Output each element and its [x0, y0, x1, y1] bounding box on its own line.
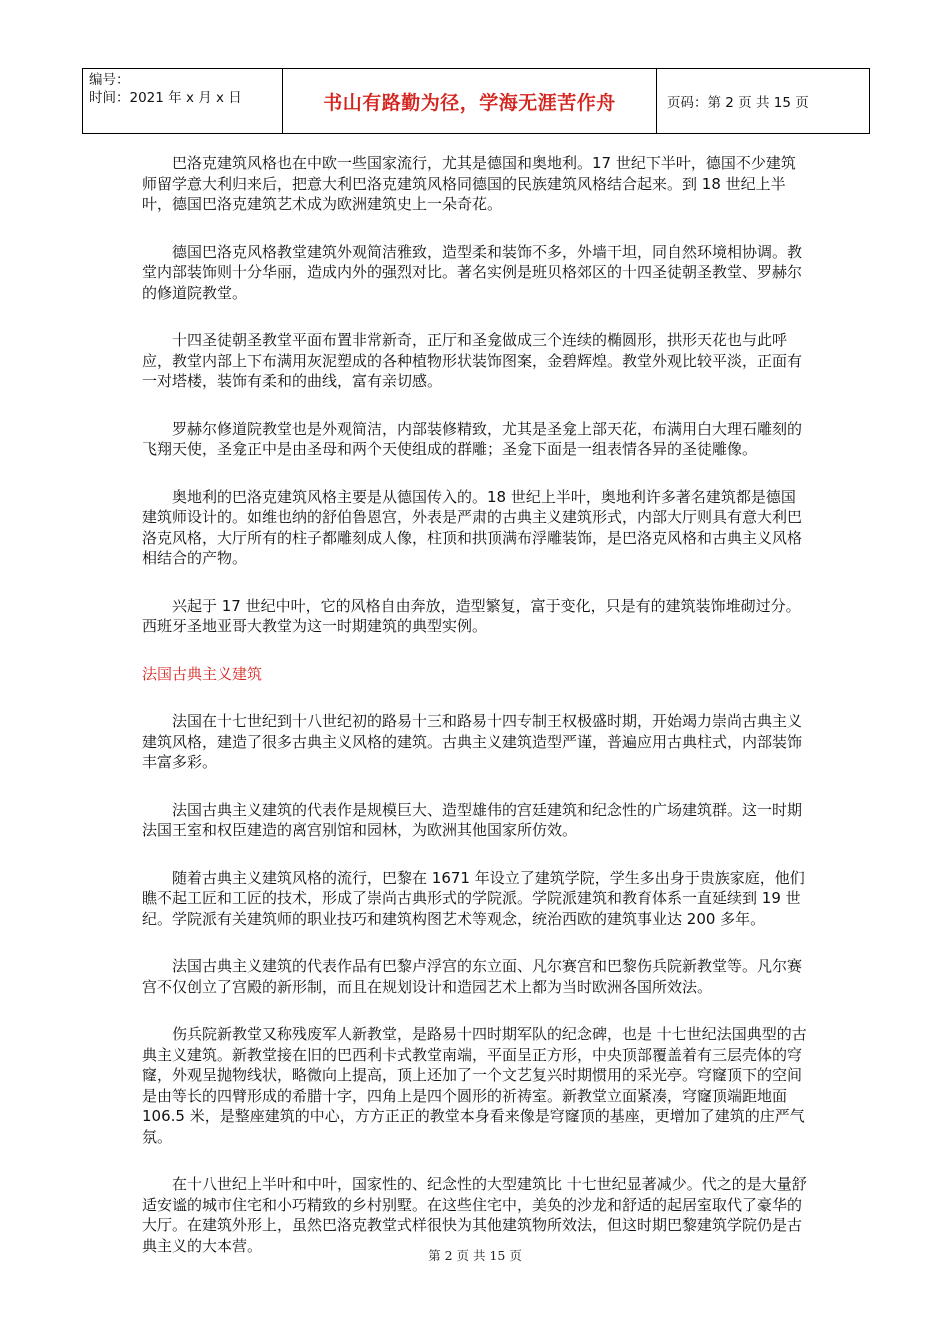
paragraph: 伤兵院新教堂又称残废军人新教堂，是路易十四时期军队的纪念碑，也是 十七世纪法国典型的古典主义建筑。新教堂接在旧的巴西利卡式教堂南端，平面呈正方形，中央顶部覆盖着有三层壳体的穹窿，外观呈抛物线状，略微向上提高，顶上还加了一个文艺复兴时期惯用的采光亭。穹窿顶下的空间是由等长的四臂形成的希腊十字，四角上是四个圆形的祈祷室。新教堂立面紧凑，穹窿顶端距地面 106.5 米，是整座建筑的中心，方方正正的教堂本身看来像是穹窿顶的基座，更增加了建筑的庄严气氛。	[142, 1025, 807, 1146]
paragraph: 德国巴洛克风格教堂建筑外观简洁雅致，造型柔和装饰不多，外墙干坦，同自然环境相协调。教堂内部装饰则十分华丽，造成内外的强烈对比。著名实例是班贝格郊区的十四圣徒朝圣教堂、罗赫尔的修道院教堂。	[142, 242, 803, 302]
page-footer	[0, 1246, 950, 1264]
paragraph: 随着古典主义建筑风格的流行，巴黎在 1671 年设立了建筑学院，学生多出身于贵族家庭，他们瞧不起工匠和工匠的技术，形成了崇尚古典形式的学院派。学院派建筑和教育体系一直延续到 19 世纪。学院派有关建筑师的职业技巧和建筑构图艺术等观念，统治西欧的建筑事业达 200 多年。	[142, 868, 805, 928]
paragraph: 法国古典主义建筑的代表作是规模巨大、造型雄伟的宫廷建筑和纪念性的广场建筑群。这一时期法国王室和权臣建造的离宫别馆和园林，为欧洲其他国家所仿效。	[142, 800, 803, 839]
time-label: 时间：2021 年 x 月 x 日	[89, 90, 242, 106]
paragraph: 兴起于 17 世纪中叶，它的风格自由奔放，造型繁复，富于变化，只是有的建筑装饰堆砌过分。西班牙圣地亚哥大教堂为这一时期建筑的典型实例。	[142, 596, 801, 635]
paragraph: 法国在十七世纪到十八世纪初的路易十三和路易十四专制王权极盛时期，开始竭力崇尚古典主义建筑风格，建造了很多古典主义风格的建筑。古典主义建筑造型严谨，普遍应用古典柱式，内部装饰丰富多彩。	[142, 712, 803, 771]
header-motto-cell	[283, 69, 657, 133]
header-page-info-cell	[657, 69, 869, 133]
paragraph: 在十八世纪上半叶和中叶，国家性的、纪念性的大型建筑比 十七世纪显著减少。代之的是大量舒适安谧的城市住宅和小巧精致的乡村别墅。在这些住宅中，美奂的沙龙和舒适的起居室取代了豪华的大厅。在建筑外形上，虽然巴洛克教堂式样很快为其他建筑物所效法，但这时期巴黎建筑学院仍是古典主义的大本营。	[142, 1175, 807, 1255]
page-info: 页码：第 2 页 共 15 页	[667, 95, 809, 111]
paragraph: 十四圣徒朝圣教堂平面布置非常新奇，正厅和圣龛做成三个连续的椭圆形，拱形天花也与此呼应，教堂内部上下布满用灰泥塑成的各种植物形状装饰图案，金碧辉煌。教堂外观比较平淡，正面有一对塔楼，装饰有柔和的曲线，富有亲切感。	[142, 331, 803, 390]
paragraph: 法国古典主义建筑的代表作品有巴黎卢浮宫的东立面、凡尔赛宫和巴黎伤兵院新教堂等。凡尔赛宫不仅创立了宫殿的新形制，而且在规划设计和造园艺术上都为当时欧洲各国所效法。	[142, 957, 803, 996]
section-heading: 法国古典主义建筑	[142, 664, 263, 683]
paragraph: 罗赫尔修道院教堂也是外观简洁，内部装修精致，尤其是圣龛上部天花，布满用白大理石雕刻的飞翔天使，圣龛正中是由圣母和两个天使组成的群雕；圣龛下面是一组表情各异的圣徒雕像。	[142, 419, 803, 458]
header-meta	[83, 69, 283, 133]
paragraph: 奥地利的巴洛克建筑风格主要是从德国传入的。18 世纪上半叶，奥地利许多著名建筑都是德国建筑师设计的。如维也纳的舒伯鲁恩宫，外表是严肃的古典主义建筑形式，内部大厅则具有意大利巴洛克风格，大厅所有的柱子都雕刻成人像，柱顶和拱顶满布浮雕装饰，是巴洛克风格和古典主义风格相结合的产物。	[142, 487, 803, 567]
document-body	[142, 153, 810, 1283]
document-header	[82, 68, 870, 134]
footer-page-number: 第 2 页 共 15 页	[428, 1248, 522, 1263]
paragraph: 巴洛克建筑风格也在中欧一些国家流行，尤其是德国和奥地利。17 世纪下半叶，德国不少建筑师留学意大利归来后，把意大利巴洛克建筑风格同德国的民族建筑风格结合起来。到 18 世纪上半叶，德国巴洛克建筑艺术成为欧洲建筑史上一朵奇花。	[142, 154, 796, 213]
motto-text: 书山有路勤为径，学海无涯苦作舟	[323, 91, 616, 114]
number-label: 编号：	[89, 72, 130, 88]
